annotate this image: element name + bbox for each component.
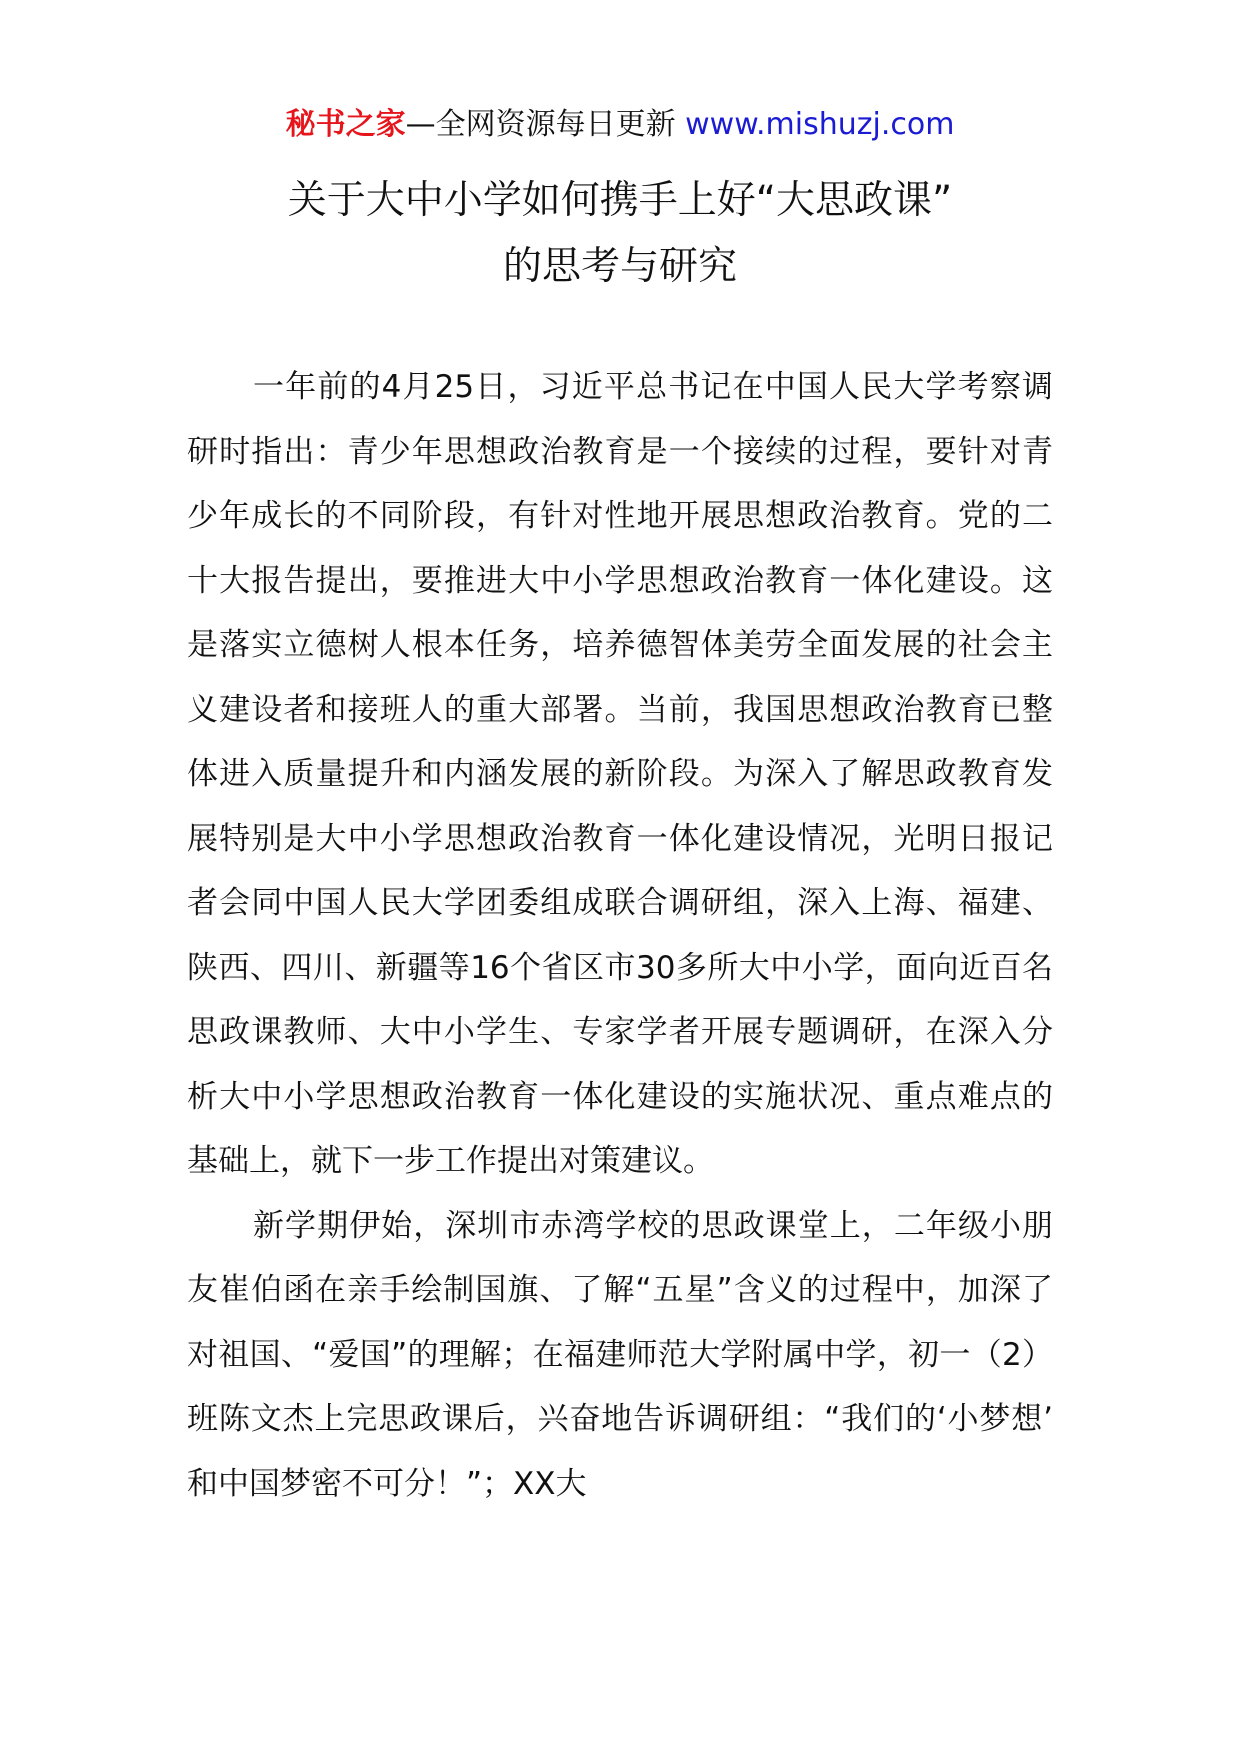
- site-header: [0, 100, 1240, 150]
- document-title-line-2: 的思考与研究: [502, 244, 737, 289]
- body-paragraph-2: 新学期伊始，深圳市赤湾学校的思政课堂上，二年级小朋友崔伯函在亲手绘制国旗、了解“五星”含义的过程中，加深了对祖国、“爱国”的理解；在福建师范大学附属中学，初一（2）班陈文杰上完思政课后，兴奋地告诉调研组：“我们的‘小梦想’和中国梦密不可分！”；XX大: [187, 1207, 1053, 1502]
- document-title: [0, 168, 1240, 300]
- site-tagline: —全网资源每日更新: [405, 107, 676, 142]
- site-url-link[interactable]: www.mishuzj.com: [685, 107, 955, 142]
- document-title-line-1: 关于大中小学如何携手上好“大思政课”: [287, 178, 953, 223]
- site-brand: 秘书之家: [285, 107, 406, 142]
- document-body: [187, 355, 1053, 1516]
- body-paragraph-1: 一年前的4月25日，习近平总书记在中国人民大学考察调研时指出：青少年思想政治教育是一个接续的过程，要针对青少年成长的不同阶段，有针对性地开展思想政治教育。党的二十大报告提出，要推进大中小学思想政治教育一体化建设。这是落实立德树人根本任务，培养德智体美劳全面发展的社会主义建设者和接班人的重大部署。当前，我国思想政治教育已整体进入质量提升和内涵发展的新阶段。为深入了解思政教育发展特别是大中小学思想政治教育一体化建设情况，光明日报记者会同中国人民大学团委组成联合调研组，深入上海、福建、陕西、四川、新疆等16个省区市30多所大中小学，面向近百名思政课教师、大中小学生、专家学者开展专题调研，在深入分析大中小学思想政治教育一体化建设的实施状况、重点难点的基础上，就下一步工作提出对策建议。: [187, 369, 1053, 1179]
